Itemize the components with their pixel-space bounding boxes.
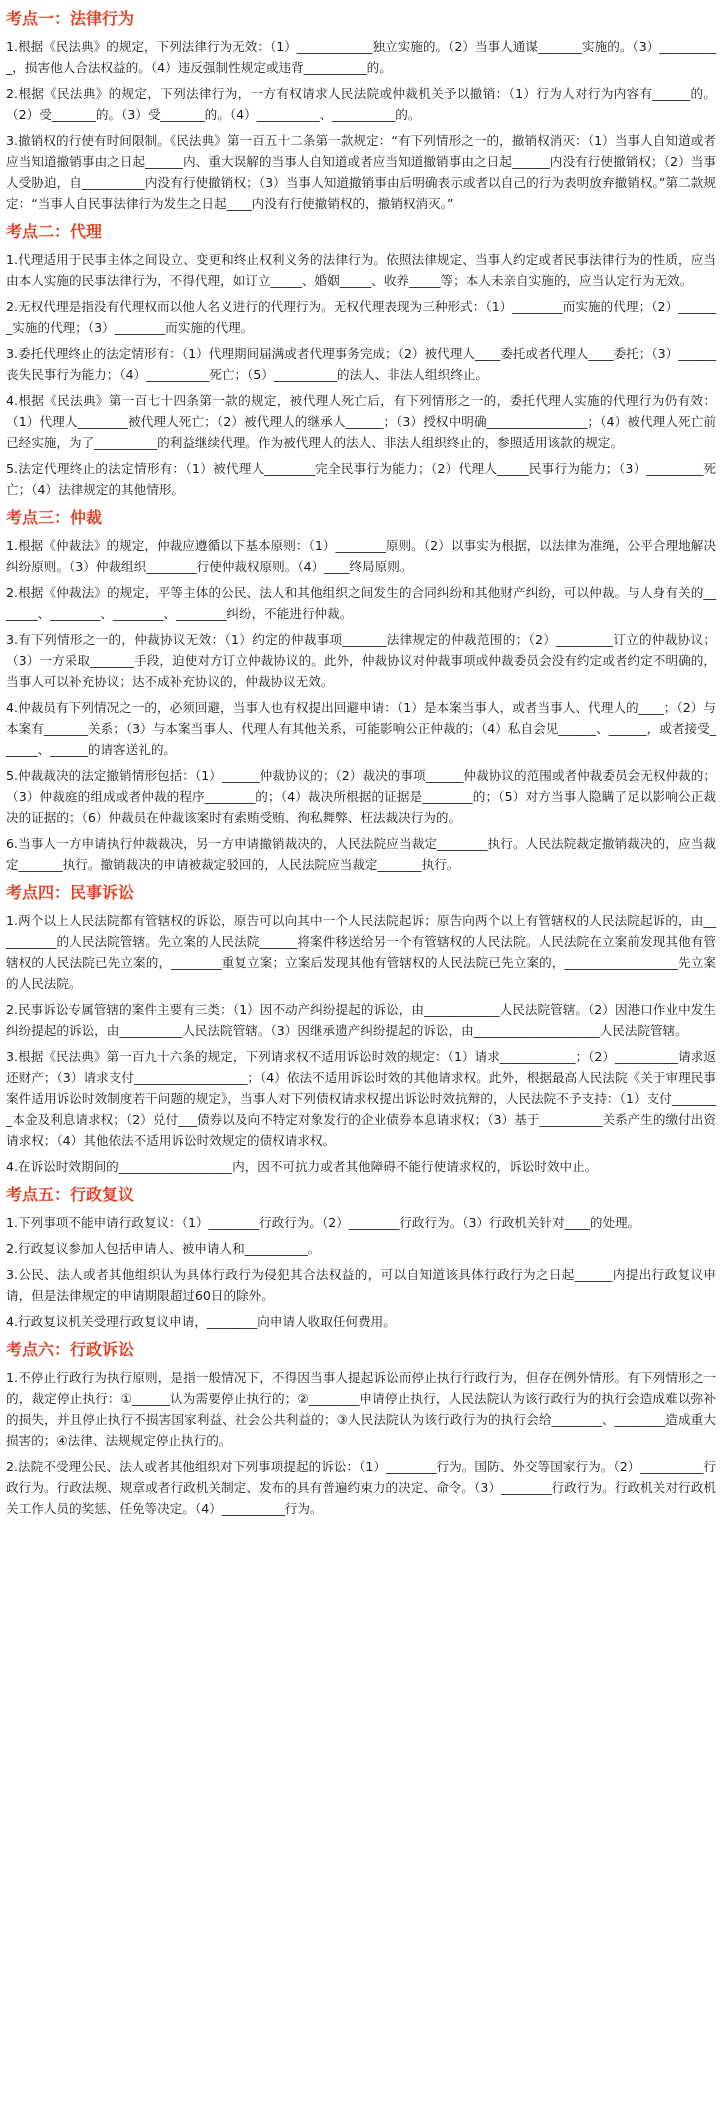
question-item: 2.根据《民法典》的规定，下列法律行为，一方有权请求人民法院或仲裁机关予以撤销：（1）行为人对行为内容有______的。（2）受_______的。（3）受_______的。（4）__________、__________的。 xyxy=(6,86,716,122)
question-item: 4.在诉讼时效期间的__________________内，因不可抗力或者其他障碍不能行使请求权的，诉讼时效中止。 xyxy=(6,1159,598,1174)
question-item: 2.民事诉讼专属管辖的案件主要有三类：（1）因不动产纠纷提起的诉讼，由____________人民法院管辖。（2）因港口作业中发生纠纷提起的诉讼，由__________人民法院管辖。（3）因继承遗产纠纷提起的诉讼，由____________________人民法院管辖。 xyxy=(6,1002,716,1038)
section-administrative-review xyxy=(6,1182,716,1332)
section-heading: 考点二：代理 xyxy=(6,222,103,241)
question-item: 4.仲裁员有下列情况之一的，必须回避，当事人也有权提出回避申请：（1）是本案当事人，或者当事人、代理人的____；（2）与本案有_______关系；（3）与本案当事人、代理人有其他关系，可能影响公正仲裁的；（4）私自会见______、______，或者接受______、______的请客送礼的。 xyxy=(6,700,716,757)
question-item: 1.下列事项不能申请行政复议：（1）________行政行为。（2）________行政行为。（3）行政机关针对____的处理。 xyxy=(6,1215,641,1230)
question-item: 2.根据《仲裁法》的规定，平等主体的公民、法人和其他组织之间发生的合同纠纷和其他财产纠纷，可以仲裁。与人身有关的_______、________、________、________纠纷，不能进行仲裁。 xyxy=(6,585,716,621)
question-item: 3.撤销权的行使有时间限制。《民法典》第一百五十二条第一款规定：“有下列情形之一的，撤销权消灭：（1）当事人自知道或者应当知道撤销事由之日起______内、重大误解的当事人自知道或者应当知道撤销事由之日起______内没有行使撤销权；（2）当事人受胁迫，自__________内没有行使撤销权；（3）当事人知道撤销事由后明确表示或者以自己的行为表明放弃撤销权。”第二款规定：“当事人自民事法律行为发生之日起____内没有行使撤销权的，撤销权消灭。” xyxy=(6,133,716,211)
section-agency xyxy=(6,219,716,500)
question-item: 5.仲裁裁决的法定撤销情形包括：（1）______仲裁协议的；（2）裁决的事项______仲裁协议的范围或者仲裁委员会无权仲裁的；（3）仲裁庭的组成或者仲裁的程序________的；（4）裁决所根据的证据是________的；（5）对方当事人隐瞒了足以影响公正裁决的证据的；（6）仲裁员在仲裁该案时有索贿受贿、徇私舞弊、枉法裁决行为的。 xyxy=(6,768,716,825)
section-heading: 考点五：行政复议 xyxy=(6,1185,135,1204)
question-item: 3.公民、法人或者其他组织认为具体行政行为侵犯其合法权益的，可以自知道该具体行政行为之日起______内提出行政复议申请，但是法律规定的申请期限超过60日的除外。 xyxy=(6,1267,716,1303)
question-item: 1.不停止行政行为执行原则，是指一般情况下，不得因当事人提起诉讼而停止执行行政行为，但存在例外情形。有下列情形之一的，裁定停止执行：①______认为需要停止执行的；②________申请停止执行，人民法院认为该行政行为的执行会造成难以弥补的损失，并且停止执行不损害国家利益、社会公共利益的；③人民法院认为该行政行为的执行会给________、________造成重大损害的；④法律、法规规定停止执行的。 xyxy=(6,1370,716,1448)
question-item: 1.根据《仲裁法》的规定，仲裁应遵循以下基本原则：（1）________原则。（2）以事实为根据，以法律为准绳，公平合理地解决纠纷原则。（3）仲裁组织________行使仲裁权原则。（4）____终局原则。 xyxy=(6,538,716,574)
question-item: 1.根据《民法典》的规定，下列法律行为无效：（1）____________独立实施的。（2）当事人通谋_______实施的。（3）__________，损害他人合法权益的。（4）违反强制性规定或违背__________的。 xyxy=(6,39,716,75)
question-item: 4.根据《民法典》第一百七十四条第一款的规定，被代理人死亡后，有下列情形之一的，委托代理人实施的代理行为仍有效：（1）代理人________被代理人死亡；（2）被代理人的继承人______；（3）授权中明确________________；（4）被代理人死亡前已经实施，为了__________的利益继续代理。作为被代理人的法人、非法人组织终止的，参照适用该款的规定。 xyxy=(6,393,716,450)
question-item: 6.当事人一方申请执行仲裁裁决，另一方申请撤销裁决的，人民法院应当裁定________执行。人民法院裁定撤销裁决的，应当裁定_______执行。撤销裁决的申请被裁定驳回的，人民法院应当裁定_______执行。 xyxy=(6,836,716,872)
section-heading: 考点四：民事诉讼 xyxy=(6,883,135,902)
question-item: 1.代理适用于民事主体之间设立、变更和终止权利义务的法律行为。依照法律规定、当事人约定或者民事法律行为的性质，应当由本人实施的民事法律行为，不得代理，如订立_____、婚姻_____、收养_____等；本人未亲自实施的，应当认定行为无效。 xyxy=(6,252,716,288)
section-legal-acts xyxy=(6,6,716,214)
section-heading: 考点六：行政诉讼 xyxy=(6,1340,135,1359)
question-item: 2.行政复议参加人包括申请人、被申请人和__________。 xyxy=(6,1241,321,1256)
section-heading: 考点三：仲裁 xyxy=(6,508,103,527)
question-item: 2.无权代理是指没有代理权而以他人名义进行的代理行为。无权代理表现为三种形式：（1）________而实施的代理；（2）_______实施的代理；（3）________而实施的代理。 xyxy=(6,299,716,335)
section-administrative-litigation xyxy=(6,1337,716,1519)
question-item: 3.有下列情形之一的，仲裁协议无效：（1）约定的仲裁事项_______法律规定的仲裁范围的；（2）_________订立的仲裁协议；（3）一方采取_______手段，迫使对方订立仲裁协议的。此外，仲裁协议对仲裁事项或仲裁委员会没有约定或者约定不明确的，当事人可以补充协议；达不成补充协议的，仲裁协议无效。 xyxy=(6,632,716,689)
question-item: 5.法定代理终止的法定情形有：（1）被代理人________完全民事行为能力；（2）代理人_____民事行为能力；（3）_________死亡；（4）法律规定的其他情形。 xyxy=(6,461,716,497)
question-item: 2.法院不受理公民、法人或者其他组织对下列事项提起的诉讼：（1）________行为。国防、外交等国家行为。（2）__________行政行为。行政法规、规章或者行政机关制定、发布的具有普遍约束力的决定、命令。（3）________行政行为。行政机关对行政机关工作人员的奖惩、任免等决定。（4）__________行为。 xyxy=(6,1459,716,1516)
question-item: 3.根据《民法典》第一百九十六条的规定，下列请求权不适用诉讼时效的规定：（1）请求____________；（2）__________请求返还财产；（3）请求支付__________________；（4）依法不适用诉讼时效的其他请求权。此外，根据最高人民法院《关于审理民事案件适用诉讼时效制度若干问题的规定》，当事人对下列债权请求权提出诉讼时效抗辩的，人民法院不予支持：（1）支付________本金及利息请求权；（2）兑付___债券以及向不特定对象发行的企业债券本息请求权；（3）基于__________关系产生的缴付出资请求权；（4）其他依法不适用诉讼时效规定的债权请求权。 xyxy=(6,1049,716,1148)
question-item: 1.两个以上人民法院都有管辖权的诉讼，原告可以向其中一个人民法院起诉；原告向两个以上有管辖权的人民法院起诉的，由__________的人民法院管辖。先立案的人民法院______将案件移送给另一个有管辖权的人民法院。人民法院在立案前发现其他有管辖权的人民法院已先立案的，________重复立案；立案后发现其他有管辖权的人民法院已先立案的，__________________先立案的人民法院。 xyxy=(6,913,716,991)
section-heading: 考点一：法律行为 xyxy=(6,9,135,28)
section-civil-litigation xyxy=(6,880,716,1177)
question-item: 3.委托代理终止的法定情形有：（1）代理期间届满或者代理事务完成；（2）被代理人____委托或者代理人____委托；（3）______丧失民事行为能力；（4）__________死亡；（5）__________的法人、非法人组织终止。 xyxy=(6,346,716,382)
question-item: 4.行政复议机关受理行政复议申请，________向申请人收取任何费用。 xyxy=(6,1314,396,1329)
section-arbitration xyxy=(6,505,716,875)
